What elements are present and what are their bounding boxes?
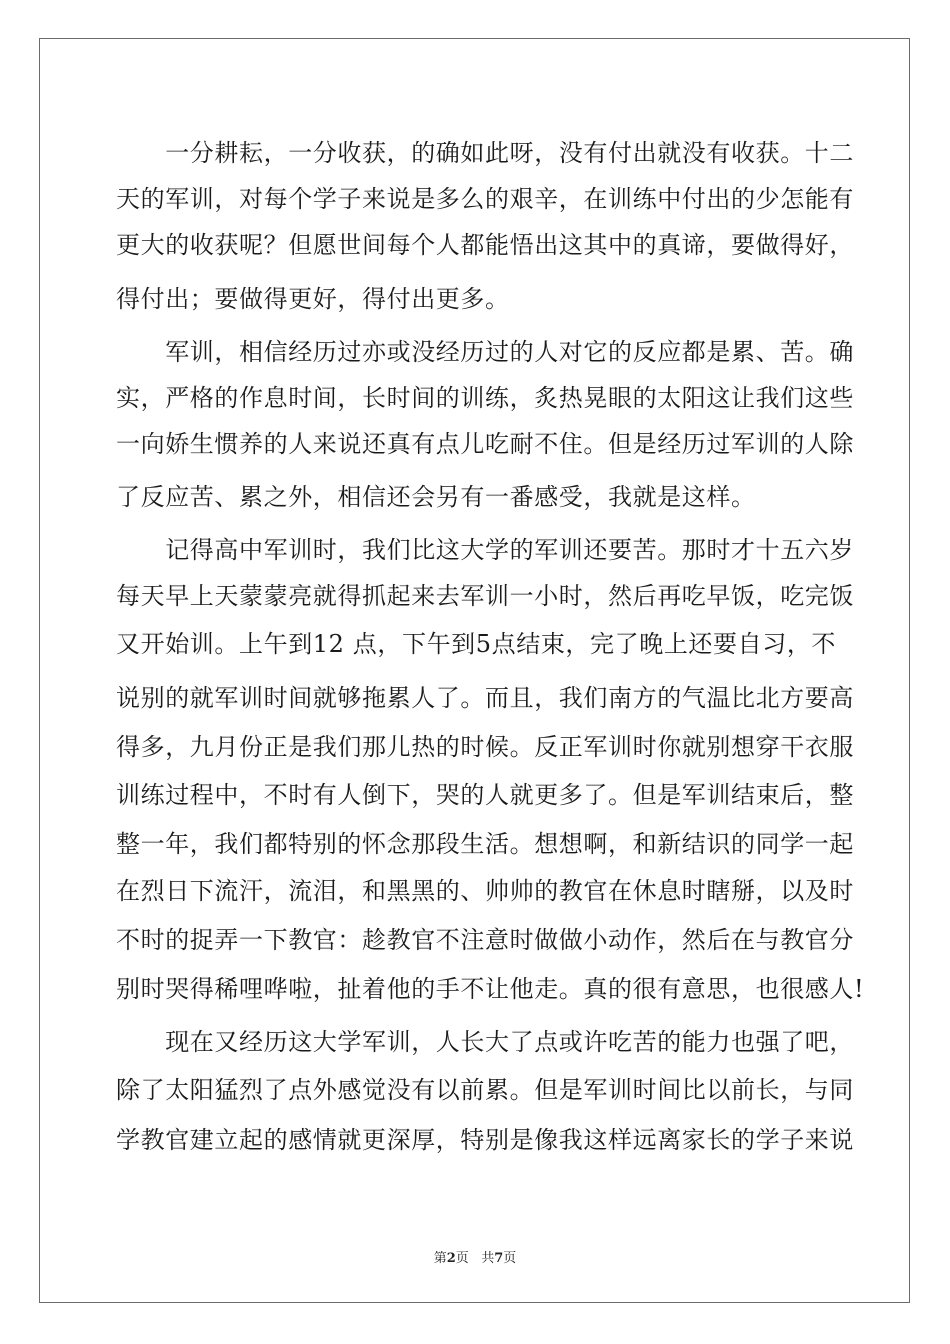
text-line: 除了太阳猛烈了点外感觉没有以前累。但是军训时间比以前长，与同 xyxy=(116,1076,854,1104)
text-line: 别时哭得稀哩哗啦，扯着他的手不让他走。真的很有意思，也很感人! xyxy=(116,975,865,1003)
total-page-count: 7 xyxy=(494,1251,504,1266)
text-line: 不时的捉弄一下教官：趁教官不注意时做做小动作，然后在与教官分 xyxy=(116,926,854,954)
text-line: 实，严格的作息时间，长时间的训练，炙热晃眼的太阳这让我们这些 xyxy=(116,384,854,412)
footer-total-unit: 页 xyxy=(503,1251,517,1266)
footer-page-unit: 页 xyxy=(455,1251,469,1266)
text-line: 了反应苦、累之外，相信还会另有一番感受，我就是这样。 xyxy=(116,483,756,511)
text-line: 得多，九月份正是我们那儿热的时候。反正军训时你就别想穿干衣服 xyxy=(116,733,854,761)
text-line: 一分耕耘，一分收获，的确如此呀，没有付出就没有收获。十二 xyxy=(116,139,854,167)
text-line: 每天早上天蒙蒙亮就得抓起来去军训一小时，然后再吃早饭，吃完饭 xyxy=(116,582,854,610)
text-line: 学教官建立起的感情就更深厚，特别是像我这样远离家长的学子来说 xyxy=(116,1126,854,1154)
page-footer xyxy=(0,1247,950,1266)
text-line: 说别的就军训时间就够拖累人了。而且，我们南方的气温比北方要高 xyxy=(116,684,854,712)
text-line: 军训，相信经历过亦或没经历过的人对它的反应都是累、苦。确 xyxy=(116,338,854,366)
footer-total-prefix: 共 xyxy=(481,1251,495,1266)
text-line: 又开始训。上午到12 点，下午到5点结束，完了晚上还要自习，不 xyxy=(116,630,837,658)
text-line: 更大的收获呢？但愿世间每个人都能悟出这其中的真谛，要做得好， xyxy=(116,231,854,259)
text-line: 天的军训，对每个学子来说是多么的艰辛，在训练中付出的少怎能有 xyxy=(116,185,854,213)
text-line: 一向娇生惯养的人来说还真有点儿吃耐不住。但是经历过军训的人除 xyxy=(116,430,854,458)
text-line: 得付出；要做得更好，得付出更多。 xyxy=(116,285,510,313)
footer-prefix: 第 xyxy=(433,1251,447,1266)
current-page-number: 2 xyxy=(446,1251,456,1266)
text-line: 整一年，我们都特别的怀念那段生活。想想啊，和新结识的同学一起 xyxy=(116,830,854,858)
text-line: 在烈日下流汗，流泪，和黑黑的、帅帅的教官在休息时瞎掰，以及时 xyxy=(116,877,854,905)
text-line: 现在又经历这大学军训，人长大了点或许吃苦的能力也强了吧， xyxy=(116,1028,854,1056)
text-line: 记得高中军训时，我们比这大学的军训还要苦。那时才十五六岁 xyxy=(116,536,854,564)
text-line: 训练过程中，不时有人倒下，哭的人就更多了。但是军训结束后，整 xyxy=(116,781,854,809)
